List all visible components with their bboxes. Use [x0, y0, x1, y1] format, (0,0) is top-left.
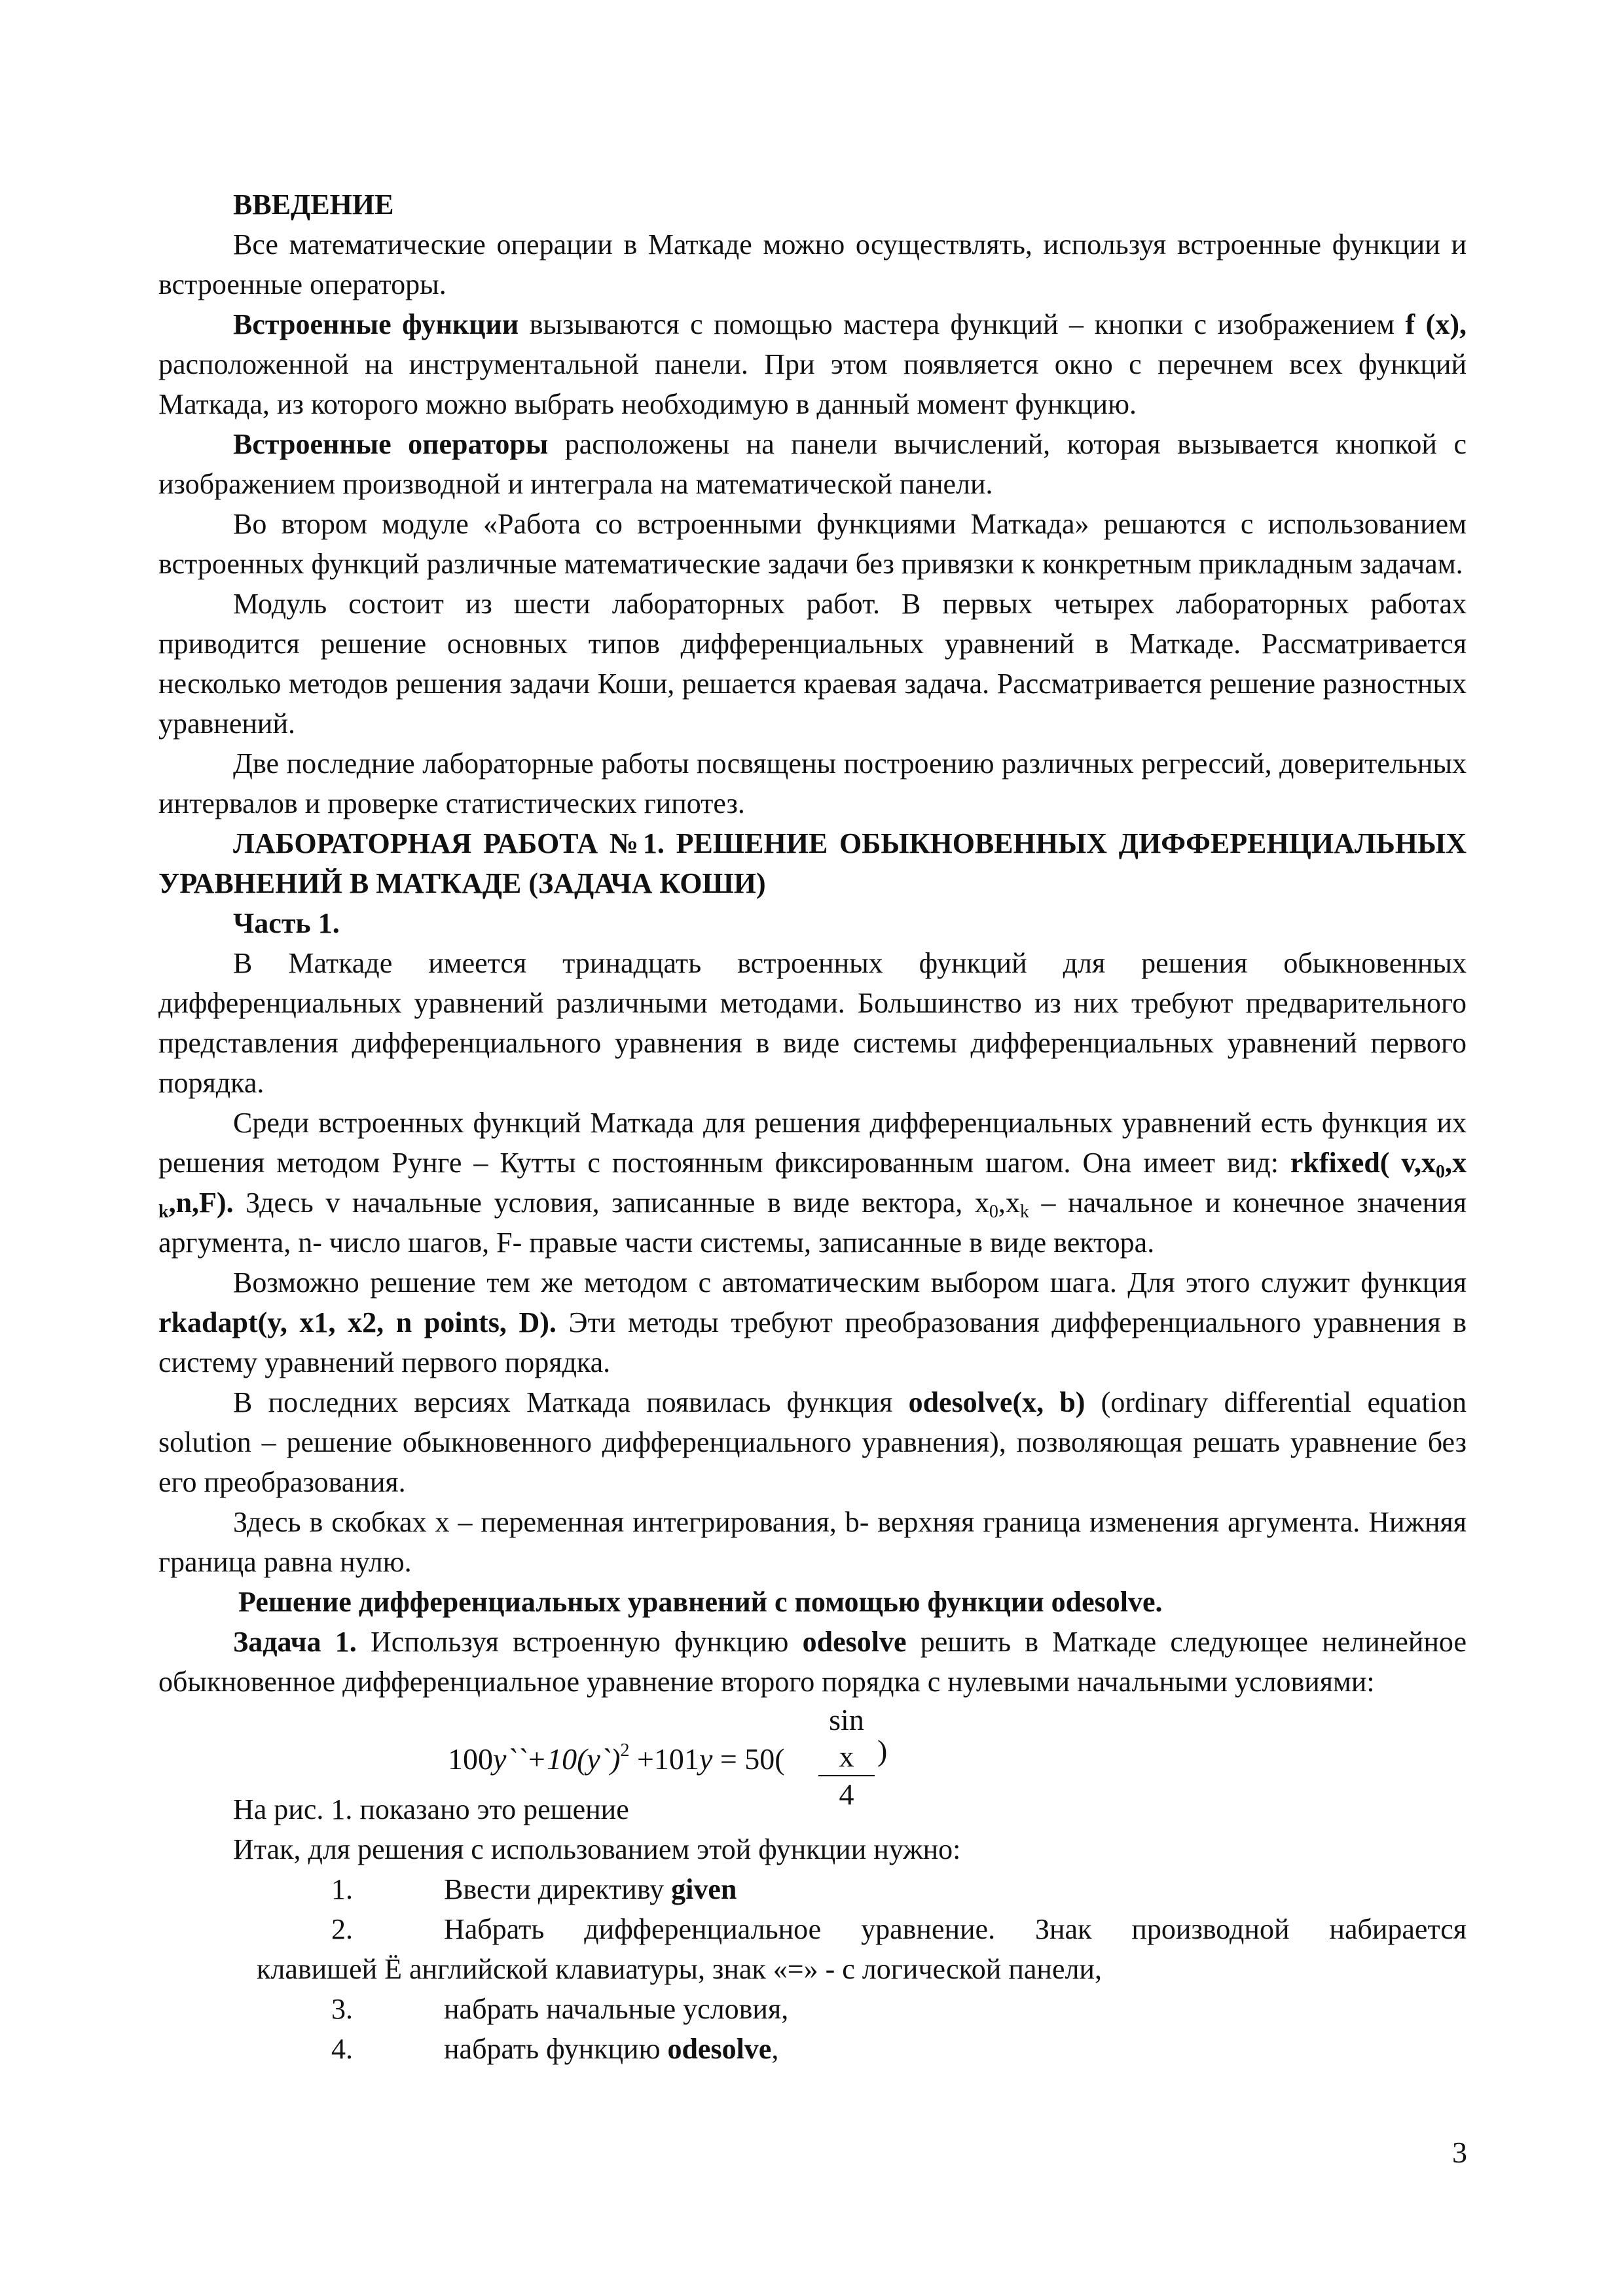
intro-paragraph-4: Во втором модуле «Работа со встроенными функциями Маткада» решаются с использованием встроенных функций различные математические задачи без привязки к конкретным прикладным задачам. — [158, 508, 1467, 580]
list-text — [444, 1869, 1467, 1909]
subscript: 0 — [989, 1202, 998, 1222]
term: y``+10( — [493, 1742, 587, 1776]
text-run: Возможно решение тем же методом с автоматическим выбором шага. Для этого служит функция — [233, 1266, 1467, 1299]
subscript: 0 — [1435, 1162, 1445, 1182]
lab-paragraph-4 — [158, 1382, 1467, 1502]
intro-heading: ВВЕДЕНИЕ — [233, 188, 394, 221]
intro-paragraph-1: Все математические операции в Маткаде можно осуществлять, используя встроенные функции и встроенные операторы. — [158, 228, 1467, 300]
document-page — [158, 185, 1467, 2069]
fn-part: rkfixed( v,x — [1290, 1147, 1436, 1179]
fn-part: ,n,F). — [168, 1187, 234, 1219]
text-run: ,x — [998, 1187, 1020, 1219]
task-paragraph — [158, 1622, 1467, 1702]
text-run: Здесь v начальные условия, записанные в виде вектора, x — [233, 1187, 989, 1219]
list-item — [158, 1869, 1467, 1909]
term: = 50( — [712, 1742, 785, 1776]
subscript: k — [1019, 1202, 1029, 1222]
keyword: given — [671, 1873, 737, 1905]
text-run: Среди встроенных функций Маткада для решения дифференциальных уравнений есть функция их решения методом Рунге – Кутты с постоянным фиксированным шагом. Она имеет вид: — [158, 1107, 1467, 1179]
lab-paragraph-2 — [158, 1103, 1467, 1263]
list-number: 3. — [331, 1993, 353, 2025]
text-run: – начальное и конечное значения аргумента, n- число шагов, F- правые части системы, записанные в виде вектора. — [158, 1187, 1467, 1259]
exponent: 2 — [620, 1740, 630, 1761]
term: y — [699, 1742, 713, 1776]
list-number: 2. — [331, 1913, 353, 1945]
text-run: (ordinary differential equation solution – решение обыкновенного дифференциального уравнения), позволяющая решать уравнение без его преобразования. — [158, 1386, 1467, 1498]
text-run: Ввести директиву — [444, 1873, 672, 1905]
lab-paragraph-5: Здесь в скобках x – переменная интегрирования, b- верхняя граница изменения аргумента. Нижняя граница равна нулю. — [158, 1506, 1467, 1578]
task-label: Задача 1. — [233, 1626, 357, 1658]
list-item — [158, 1989, 1467, 2029]
text-run: Используя встроенную функцию — [356, 1626, 803, 1658]
text-run: Эти методы требуют преобразования дифференциального уравнения в систему уравнений первого порядка. — [158, 1306, 1467, 1378]
intro-paragraph-6: Две последние лабораторные работы посвящены построению различных регрессий, доверительных интервалов и проверке статистических гипотез. — [158, 747, 1467, 819]
page-number: 3 — [1452, 2136, 1467, 2169]
intro-paragraph-3 — [158, 424, 1467, 504]
steps-intro: Итак, для решения с использованием этой функции нужно: — [233, 1833, 961, 1865]
fraction-numerator: sin x — [818, 1702, 875, 1776]
list-number: 4. — [331, 2033, 353, 2065]
intro-paragraph-5: Модуль состоит из шести лабораторных работ. В первых четырех лабораторных работах приводится решение основных типов дифференциальных уравнений в Маткаде. Рассматривается несколько методов решения задачи Коши, решается краевая задача. Рассматривается решение разностных уравнений. — [158, 588, 1467, 740]
list-item — [158, 2029, 1467, 2069]
closing-paren: ) — [877, 1734, 888, 1767]
list-text-continuation: клавишей Ё английской клавиатуры, знак «=» - с логической панели, — [257, 1953, 1102, 1985]
list-item — [158, 1909, 1467, 1949]
term-builtin-operators: Встроенные операторы — [233, 428, 549, 460]
text-run: расположенной на инструментальной панели. При этом появляется окно с перечнем всех функций Маткада, из которого можно выбрать необходимую в данный момент функцию. — [158, 348, 1467, 420]
lab-paragraph-1: В Маткаде имеется тринадцать встроенных функций для решения обыкновенных дифференциальных уравнений различными методами. Большинство из них требуют предварительного представления дифференциального уравнения в виде системы дифференциальных уравнений первого порядка. — [158, 947, 1467, 1099]
text-run: решить в Маткаде следующее нелинейное обыкновенное дифференциальное уравнение второго порядка с нулевыми начальными условиями: — [158, 1626, 1467, 1698]
lab-title: ЛАБОРАТОРНАЯ РАБОТА №1. РЕШЕНИЕ ОБЫКНОВЕННЫХ ДИФФЕРЕНЦИАЛЬНЫХ УРАВНЕНИЙ В МАТКАДЕ (ЗАДАЧА КОШИ) — [158, 827, 1467, 899]
figure-reference: На рис. 1. показано это решение — [233, 1793, 629, 1825]
odesolve-subheading: Решение дифференциальных уравнений с помощью функции odesolve. — [238, 1586, 1163, 1618]
rkadapt-signature: rkadapt(y, x1, x2, n points, D). — [158, 1306, 556, 1338]
odesolve-signature: odesolve(x, b) — [908, 1386, 1085, 1418]
list-text: Набрать дифференциальное уравнение. Знак производной набирается — [444, 1913, 1467, 1945]
fn-part: ,x — [1444, 1147, 1467, 1179]
fx-label: f (x), — [1405, 308, 1467, 340]
fraction — [818, 1702, 875, 1813]
coef: 100 — [448, 1742, 493, 1776]
equation-lhs — [448, 1731, 785, 1779]
term: y`) — [587, 1742, 621, 1776]
text-run: В последних версиях Маткада появилась функция — [233, 1386, 909, 1418]
list-number: 1. — [331, 1873, 353, 1905]
keyword: odesolve — [667, 2033, 772, 2065]
text-run: , — [771, 2033, 779, 2065]
lab-paragraph-3 — [158, 1263, 1467, 1382]
fraction-denominator: 4 — [839, 1778, 854, 1811]
part-heading: Часть 1. — [233, 907, 340, 939]
term-builtin-functions: Встроенные функции — [233, 308, 519, 340]
text-run: набрать функцию — [444, 2033, 668, 2065]
term: +101 — [629, 1742, 699, 1776]
text-run: вызываются с помощью мастера функций – кнопки с изображением — [519, 308, 1406, 340]
odesolve-name: odesolve — [802, 1626, 907, 1658]
list-text — [444, 2029, 1467, 2069]
list-text: набрать начальные условия, — [444, 1993, 789, 2025]
text-run: расположены на панели вычислений, которая вызывается кнопкой с изображением производной и интеграла на математической панели. — [158, 428, 1467, 500]
subscript: k — [158, 1202, 169, 1222]
intro-paragraph-2 — [158, 304, 1467, 424]
